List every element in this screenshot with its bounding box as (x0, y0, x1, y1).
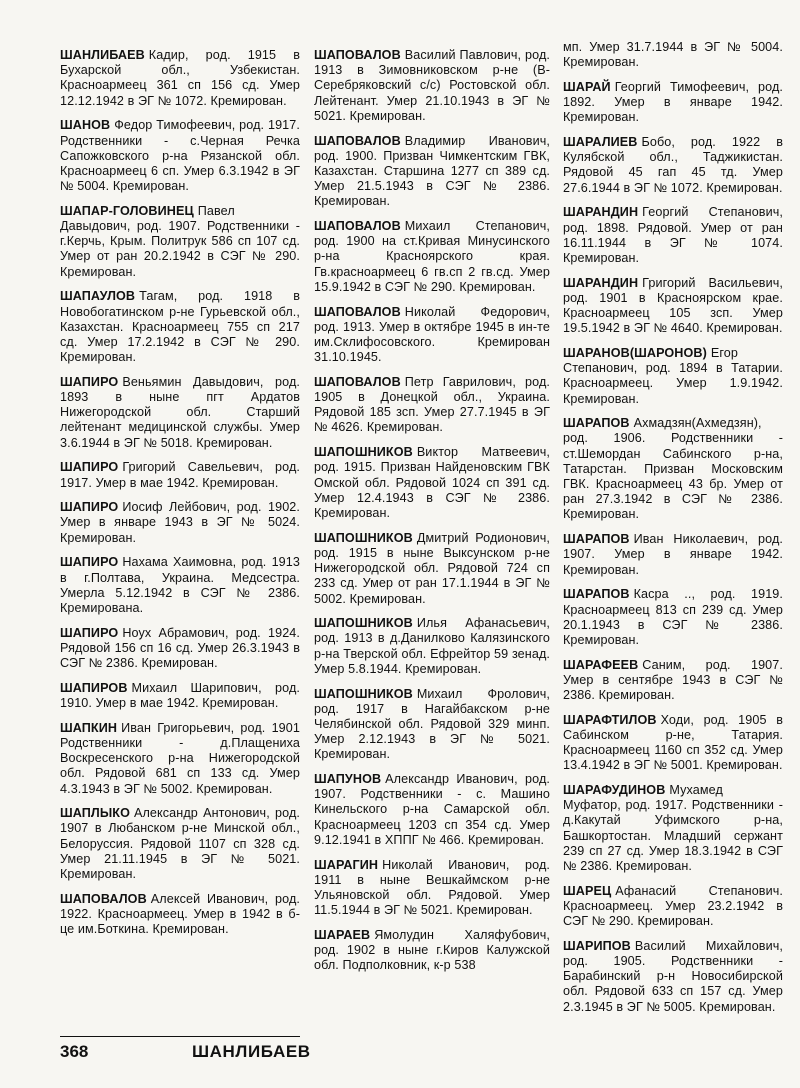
entry (60, 892, 300, 938)
entry-surname: ШАПИРО (60, 374, 119, 389)
entry (563, 135, 783, 196)
entry (563, 713, 783, 774)
entry-surname: ШАПИРО (60, 555, 119, 570)
entry (314, 305, 550, 366)
entry (60, 289, 300, 365)
entry-text: Мухамед Муфатор, род. 1917. Родственники - д.Какутай Уфимского р-на, Башкортостан. Младший сержант 239 сп 27 сд. Умер 18.3.1942 в СЭГ № 2386. Кремирован. (563, 783, 783, 874)
entry (314, 375, 550, 436)
entry (563, 532, 783, 578)
entry-surname: ШАРАФТИЛОВ (563, 712, 657, 727)
entry (60, 681, 300, 711)
entry-text: Алексей Иванович, род. 1922. Красноармеец. Умер в 1942 в б-це им.Боткина. Кремирован. (60, 891, 300, 937)
entry-text: Нахама Хаимовна, род. 1913 в г.Полтава, Украина. Медсестра. Умерла 5.12.1942 в СЭГ № 2386. Кремирована. (60, 555, 300, 615)
column-3 (563, 40, 783, 1024)
entry-text: Петр Гаврилович, род. 1905 в Донецкой обл., Украина. Рядовой 185 зсп. Умер 27.7.1945 в ЭГ № 4626. Кремирован. (314, 374, 550, 435)
entry-surname: ШАПАУЛОВ (60, 289, 136, 304)
entry-surname: ШАПОВАЛОВ (314, 133, 401, 148)
entry (60, 460, 300, 490)
entry (314, 134, 550, 210)
entry (563, 40, 783, 70)
entry-surname: ШАНОВ (60, 118, 111, 133)
entry-text: Илья Афанасьевич, род. 1913 в д.Данилково Калязинского р-на Тверской обл. Ефрейтор 59 зенад. Умер 5.8.1944. Кремирован. (314, 616, 550, 676)
entry-surname: ШАРАПОВ (563, 587, 630, 602)
entry-surname: ШАПИРО (60, 500, 119, 515)
entry-surname: ШАРАПОВ (563, 416, 630, 431)
entry-text: Михаил Степанович, род. 1900 на ст.Кривая Минусинского р-на Красноярского края. Гв.красноармеец 6 гв.сп 2 гв.сд. Умер 15.9.1942 в СЭГ № 290. Кремирован. (314, 219, 550, 294)
entry-surname: ШАПИРО (60, 625, 119, 640)
entry (60, 626, 300, 672)
page-number: 368 (60, 1042, 89, 1061)
entry-surname: ШАРАГИН (314, 857, 379, 872)
entry (563, 416, 783, 522)
entry-surname: ШАПЛЫКО (60, 806, 130, 821)
entry-text: Николай Иванович, род. 1911 в ныне Вешкаймском р-не Ульяновской обл. Рядовой. Умер 11.5.1944 в ЭГ № 5021. Кремирован. (314, 857, 550, 918)
entry-text: Кадир, род. 1915 в Бухарской обл., Узбекистан. Красноармеец 361 сп 156 сд. Умер 12.12.1942 в ЭГ № 1072. Кремирован. (60, 48, 300, 108)
entry (314, 445, 550, 521)
entry-surname: ШАПОВАЛОВ (314, 219, 401, 234)
column-2 (314, 48, 550, 983)
entry-text: Ноух Абрамович, род. 1924. Рядовой 156 сп 16 сд. Умер 26.3.1943 в СЭГ № 2386. Кремирован. (60, 625, 300, 671)
entry (563, 346, 783, 407)
entry-surname: ШАПОВАЛОВ (314, 48, 401, 62)
entry-surname: ШАПОШНИКОВ (314, 686, 413, 701)
entry (60, 555, 300, 616)
entry-surname: ШАРИПОВ (563, 938, 631, 953)
entry-surname: ШАПУНОВ (314, 772, 382, 787)
entry (314, 531, 550, 607)
entry-text: Виктор Матвеевич, род. 1915. Призван Найденовским ГВК Омской обл. Рядовой 1024 сп 391 сд. Умер 12.4.1943 в СЭГ № 2386. Кремирован. (314, 445, 550, 520)
entry-text: Ямолудин Халяфубович, род. 1902 в ныне г.Киров Калужской обл. Подполковник, к-р 538 (314, 927, 550, 973)
entry-surname: ШАРАНОВ(ШАРОНОВ) (563, 345, 707, 360)
entry-surname: ШАПОВАЛОВ (60, 891, 147, 906)
entry-surname: ШАПКИН (60, 720, 118, 735)
page-footer (60, 1036, 311, 1061)
entry-surname: ШАПОШНИКОВ (314, 616, 413, 631)
entry (314, 772, 550, 848)
running-head: ШАНЛИБАЕВ (192, 1042, 311, 1061)
entry-surname: ШАПОВАЛОВ (314, 374, 401, 389)
entry-text: Георгий Степанович, род. 1898. Рядовой. Умер от ран 16.11.1944 в ЭГ № 1074. Кремирован. (563, 205, 783, 265)
entry-surname: ШАРАНДИН (563, 205, 639, 220)
entry-text: Афанасий Степанович. Красноармеец. Умер 23.2.1942 в СЭГ № 290. Кремирован. (563, 883, 783, 929)
entry-surname: ШАПОШНИКОВ (314, 530, 413, 545)
entry-surname: ШАРАЙ (563, 79, 611, 94)
entry-text: Бобо, род. 1922 в Кулябской обл., Таджикистан. Рядовой 45 гап 45 тд. Умер 27.6.1944 в ЭГ № 1072. Кремирован. (563, 135, 783, 195)
entry-text: Веньямин Давыдович, род. 1893 в ныне пгт Ардатов Нижегородской обл. Старший лейтенант медицинской службы. Умер 3.6.1944 в ЭГ № 5018. Кремирован. (60, 374, 300, 450)
entry-surname: ШАПИРОВ (60, 680, 128, 695)
entry-surname: ШАРАЛИЕВ (563, 135, 638, 150)
entry (314, 616, 550, 677)
entry (314, 928, 550, 974)
entry-text: Иван Николаевич, род. 1907. Умер в январе 1942. Кремирован. (563, 532, 783, 577)
entry-surname: ШАПИРО (60, 460, 119, 475)
entry-text: Григорий Васильевич, род. 1901 в Красноярском крае. Красноармеец 105 зсп. Умер 19.5.1942 в ЭГ № 4640. Кремирован. (563, 275, 783, 336)
entry (60, 375, 300, 451)
column-1 (60, 48, 300, 947)
entry-text: Иван Григорьевич, род. 1901 Родственники - д.Плащениха Воскресенского р-на Нижегородской обл. Рядовой 681 сп 133 сд. Умер 4.3.1943 в ЭГ № 5002. Кремирован. (60, 720, 300, 796)
entry-text: Григорий Савельевич, род. 1917. Умер в мае 1942. Кремирован. (60, 460, 300, 490)
entry (314, 48, 550, 124)
entry-surname: ШАРАФУДИНОВ (563, 783, 666, 798)
entry-text: Георгий Тимофеевич, род. 1892. Умер в январе 1942. Кремирован. (563, 79, 783, 125)
entry-text: Ходи, род. 1905 в Сабинском р-не, Татария. Красноармеец 1160 сп 352 сд. Умер 13.4.1942 в ЭГ № 5001. Кремирован. (563, 712, 783, 773)
entry-text: Михаил Шарипович, род. 1910. Умер в мае 1942. Кремирован. (60, 680, 300, 711)
entry (60, 806, 300, 882)
entry-surname: ШАПОВАЛОВ (314, 304, 401, 319)
entry (60, 204, 300, 280)
entry (563, 80, 783, 126)
entry-surname: ШАРАФЕЕВ (563, 657, 639, 672)
entry-text: Иосиф Лейбович, род. 1902. Умер в январе 1943 в ЭГ № 5024. Кремирован. (60, 500, 300, 545)
entry-text: Николай Федорович, род. 1913. Умер в октябре 1945 в ин-те им.Склифосовского. Кремирован 31.10.1945. (314, 304, 550, 365)
entry-text: Ахмадзян(Ахмедзян), род. 1906. Родственники - ст.Шемордан Сабинского р-на, Татарстан. Призван Московским ГВК. Красноармеец 43 бр. Умер от ран 27.3.1942 в СЭГ № 2386. Кремирован. (563, 416, 783, 522)
entry (314, 858, 550, 919)
entry (314, 687, 550, 763)
entry (563, 884, 783, 930)
entry-text: Егор Степанович, род. 1894 в Татарии. Красноармеец. Умер 1.9.1942. Кремирован. (563, 345, 783, 406)
entry-surname: ШАРАПОВ (563, 532, 630, 547)
entry (314, 219, 550, 295)
entry-surname: ШАРАЕВ (314, 927, 371, 942)
entry-surname: ШАРАНДИН (563, 275, 639, 290)
entry (563, 276, 783, 337)
entry-text: Саним, род. 1907. Умер в сентябре 1943 в СЭГ № 2386. Кремирован. (563, 657, 783, 703)
entry-text: Михаил Фролович, род. 1917 в Нагайбакском р-не Челябинской обл. Рядовой 329 минп. Умер 2.12.1943 в ЭГ № 5021. Кремирован. (314, 686, 550, 762)
entry-text: мп. Умер 31.7.1944 в ЭГ № 5004. Кремирован. (563, 40, 783, 70)
entry-surname: ШАНЛИБАЕВ (60, 48, 145, 62)
entry-surname: ШАПАР-ГОЛОВИНЕЦ (60, 203, 194, 218)
entry-text: Касра .., род. 1919. Красноармеец 813 сп 239 сд. Умер 20.1.1943 в СЭГ № 2386. Кремирован. (563, 587, 783, 647)
entry-text: Александр Антонович, род. 1907 в Любанском р-не Минской обл., Белоруссия. Рядовой 1107 сп 328 сд. Умер 21.11.1945 в ЭГ № 5021. Кремирован. (60, 806, 300, 882)
entry-text: Тагам, род. 1918 в Новобогатинском р-не Гурьевской обл., Казахстан. Красноармеец 755 сп 217 сд. Умер 17.2.1942 в СЭГ № 290. Кремирован. (60, 289, 300, 365)
entry (563, 783, 783, 874)
entry (60, 48, 300, 109)
entry-text: Василий Павлович, род. 1913 в Зимовниковском р-не (В-Серебряковский с/с) Ростовской обл. Лейтенант. Умер 21.10.1943 в ЭГ № 5021. Кремирован. (314, 48, 550, 123)
entry (60, 500, 300, 546)
entry-text: Владимир Иванович, род. 1900. Призван Чимкентским ГВК, Казахстан. Старшина 1277 сп 389 сд. Умер 21.5.1943 в СЭГ № 2386. Кремирован. (314, 133, 550, 209)
entry-text: Павел Давыдович, род. 1907. Родственники - г.Керчь, Крым. Политрук 586 сп 107 сд. Умер от ран 20.2.1942 в СЭГ № 290. Кремирован. (60, 203, 300, 279)
entry (563, 658, 783, 704)
entry-text: Дмитрий Родионович, род. 1915 в ныне Выксунском р-не Нижегородской обл. Рядовой 724 сп 233 сд. Умер от ран 17.1.1944 в ЭГ № 5002. Кремирован. (314, 530, 550, 606)
entry-surname: ШАРЕЦ (563, 883, 612, 898)
entry (60, 721, 300, 797)
entry-text: Александр Иванович, род. 1907. Родственники - с. Машино Кинельского р-на Самарской обл. Красноармеец 1203 сп 354 сд. Умер 9.12.1941 в ХППГ № 466. Кремирован. (314, 772, 550, 847)
entry-surname: ШАПОШНИКОВ (314, 445, 413, 460)
entry-text: Федор Тимофеевич, род. 1917. Родственники - с.Черная Речка Сапожковского р-на Рязанской обл. Красноармеец 6 сп. Умер 6.3.1942 в ЭГ № 5004. Кремирован. (60, 118, 300, 194)
entry (60, 118, 300, 194)
entry (563, 587, 783, 648)
entry (563, 939, 783, 1015)
entry-text: Василий Михайлович, род. 1905. Родственники - Барабинский р-н Новосибирской обл. Рядовой 633 сп 157 сд. Умер 2.3.1945 в ЭГ № 5005. Кремирован. (563, 938, 783, 1014)
entry (563, 205, 783, 266)
